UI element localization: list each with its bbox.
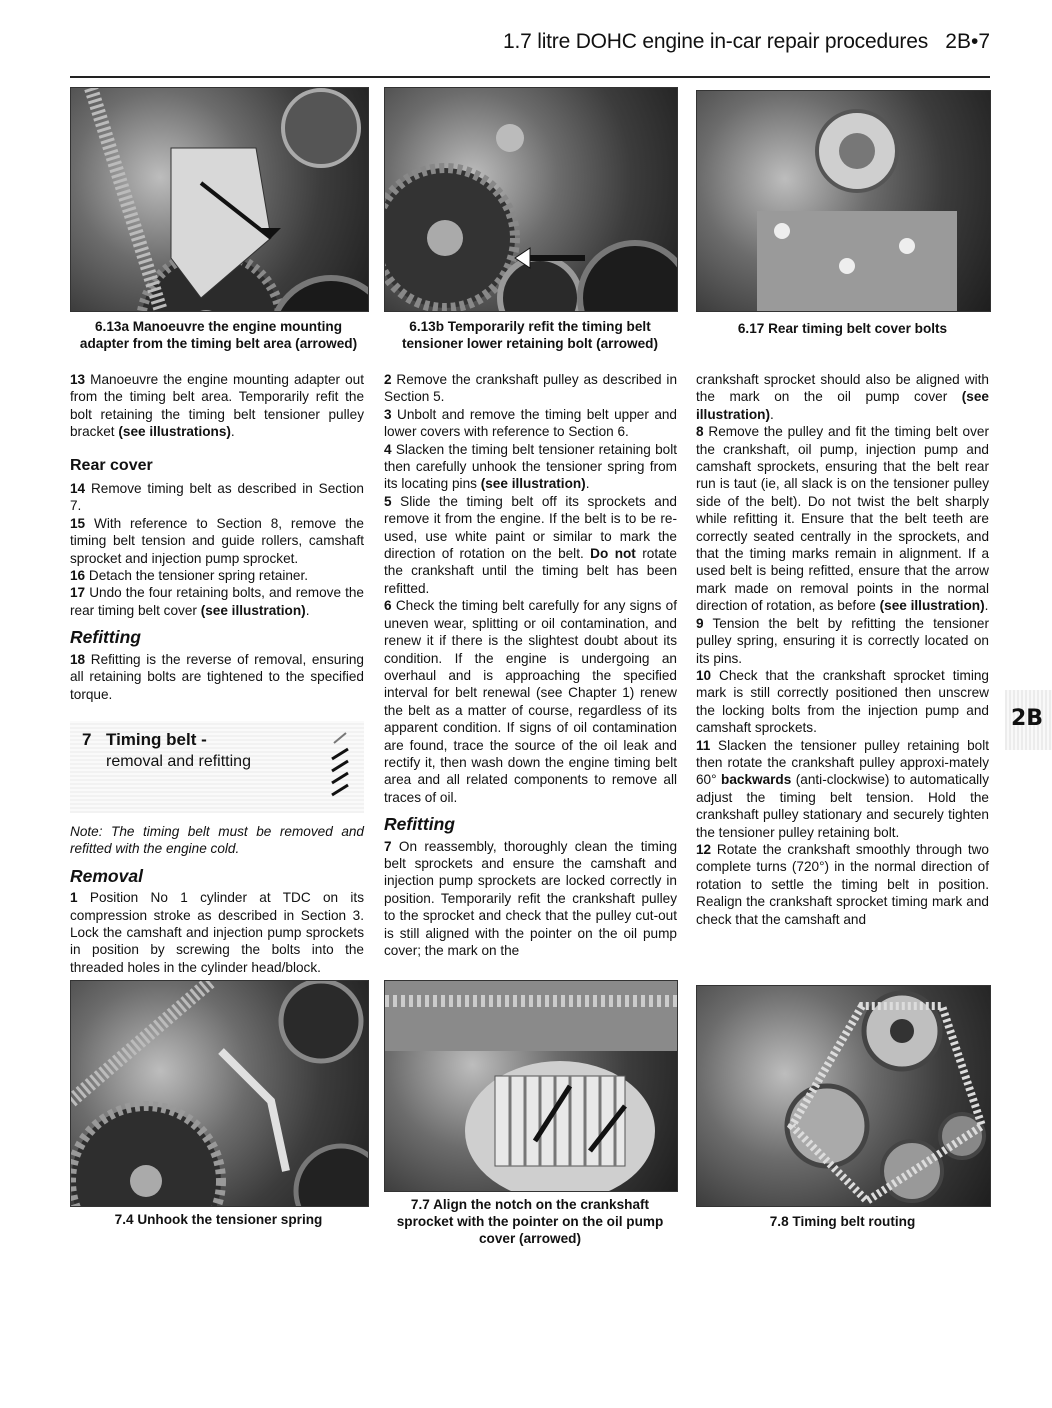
section-subtitle: removal and refitting bbox=[106, 752, 251, 770]
difficulty-icon bbox=[328, 729, 352, 803]
para-2: 2 Remove the crankshaft pulley as described in Section 5. bbox=[384, 372, 677, 405]
header-title: 1.7 litre DOHC engine in-car repair procedures bbox=[503, 30, 928, 53]
photo-7-7 bbox=[384, 980, 678, 1192]
page-header bbox=[70, 28, 990, 78]
para-5: 5 Slide the timing belt off its sprockets and remove it from the engine. If the belt is to be re-used, use white paint or similar to mark the direction of rotation on the belt. Do not rotate the crankshaft until the timing belt has been refitted. bbox=[384, 493, 677, 596]
para-7: 7 On reassembly, thoroughly clean the timing belt sprockets and ensure the camshaft and injection pump sprockets are locked correctly in position. Temporarily refit the crankshaft pulley to the sprocket and check that the pulley cut-out is still aligned with the pointer on the oil pump cover; the mark on the bbox=[384, 838, 677, 958]
para-15: 15 With reference to Section 8, remove the timing belt tension and guide rollers, camshaft sprocket and injection pump sprocket. bbox=[70, 515, 364, 566]
text-column-2 bbox=[384, 371, 677, 959]
heading-rear-cover: Rear cover bbox=[70, 456, 153, 474]
chapter-tab: 2B bbox=[1005, 690, 1052, 750]
text-column-3 bbox=[696, 371, 989, 928]
heading-refitting-2: Refitting bbox=[384, 814, 455, 835]
para-1: 1 Position No 1 cylinder at TDC on its compression stroke as described in Section 3. Lock the camshaft and injection pump sprockets in position by screwing the bolts into the threaded holes in the cylinder head/block. bbox=[70, 890, 364, 975]
para-7-cont: crankshaft sprocket should also be aligned with the mark on the oil pump cover (see illustration). bbox=[696, 372, 989, 422]
photo-6-13b bbox=[384, 87, 678, 312]
caption-6-17: 6.17 Rear timing belt cover bolts bbox=[737, 321, 948, 336]
para-18: 18 Refitting is the reverse of removal, ensuring all retaining bolts are tightened to the specified torque. bbox=[70, 651, 364, 702]
photo-7-8 bbox=[696, 985, 991, 1207]
heading-removal: Removal bbox=[70, 865, 143, 886]
para-8: 8 Remove the pulley and fit the timing belt over the crankshaft, oil pump, injection pump and camshaft sprockets, ensuring that the belt rear run is taut (ie, all slack is on the tensioner pulley side of the belt). Do not twist the belt sharply while refitting it. Ensure that the belt teeth are correctly seated centrally in the sprockets, and that the timing marks remain in alignment. If a used belt is being refitted, ensure that the arrow mark made on removal points in the normal direction of rotation, as before (see illustration). bbox=[696, 424, 989, 614]
para-16: 16 Detach the tensioner spring retainer. bbox=[70, 568, 309, 584]
photo-6-13a bbox=[70, 87, 369, 312]
para-12: 12 Rotate the crankshaft smoothly through two complete turns (720°) in the normal direction of rotation to settle the timing belt in position. Realign the crankshaft sprocket timing mark and check that the camshaft and bbox=[696, 841, 989, 927]
para-4: 4 Slacken the timing belt tensioner retaining bolt then carefully unhook the tensioner spring from its locating pins (see illustration). bbox=[384, 441, 677, 492]
para-11: 11 Slacken the tensioner pulley retaining bolt then rotate the crankshaft pulley approxi-mately 60° backwards (anti-clockwise) to automatically adjust the timing belt tension. Hold the crankshaft pulley stationary and securely tighten the tensioner pulley retaining bolt. bbox=[696, 737, 989, 840]
para-17: 17 Undo the four retaining bolts, and remove the rear timing belt cover (see illustration). bbox=[70, 585, 364, 618]
para-14: 14 Remove timing belt as described in Section 7. bbox=[70, 481, 364, 514]
para-9: 9 Tension the belt by refitting the tensioner pulley spring, ensuring it is correctly located on its pins. bbox=[696, 615, 989, 666]
heading-refitting: Refitting bbox=[70, 627, 141, 648]
note: Note: The timing belt must be removed and refitted with the engine cold. bbox=[70, 823, 364, 857]
para-10: 10 Check that the crankshaft sprocket timing mark is still correctly positioned then unscrew the locking bolts from the injection pump and camshaft sprockets. bbox=[696, 667, 989, 736]
caption-7-8: 7.8 Timing belt routing bbox=[769, 1214, 916, 1229]
para-3: 3 Unbolt and remove the timing belt upper and lower covers with reference to Section 6. bbox=[384, 406, 677, 440]
para-6: 6 Check the timing belt carefully for any signs of uneven wear, splitting or oil contamination, and renew it if there is the slightest doubt about its condition. If the engine is undergoing an overhaul and is approaching the specified interval for belt renewal (see Chapter 1) renew the belt as a matter of course, regardless of its apparent condition. If signs of oil contamination are found, trace the source of the oil leak and rectify it, then wash down the engine timing belt area and all related components to remove all traces of oil. bbox=[384, 598, 677, 805]
page-number: 2B•7 bbox=[945, 30, 990, 53]
photo-6-17 bbox=[696, 90, 991, 312]
photo-7-4 bbox=[70, 980, 369, 1207]
caption-6-13a: 6.13a Manoeuvre the engine mounting adapter from the timing belt area (arrowed) bbox=[79, 319, 358, 351]
section-title: Timing belt - bbox=[106, 729, 207, 749]
para-13: 13 Manoeuvre the engine mounting adapter out from the timing belt area. Temporarily refit the bolt retaining the timing belt tensioner pulley bracket (see illustrations). bbox=[70, 372, 364, 440]
text-column-1 bbox=[70, 371, 364, 976]
caption-7-7: 7.7 Align the notch on the crankshaft sprocket with the pointer on the oil pump cover (arrowed) bbox=[396, 1197, 664, 1246]
section-heading-box bbox=[70, 721, 364, 813]
caption-7-4: 7.4 Unhook the tensioner spring bbox=[114, 1212, 323, 1227]
section-number: 7 bbox=[82, 729, 92, 749]
caption-6-13b: 6.13b Temporarily refit the timing belt tensioner lower retaining bolt (arrowed) bbox=[401, 319, 659, 351]
